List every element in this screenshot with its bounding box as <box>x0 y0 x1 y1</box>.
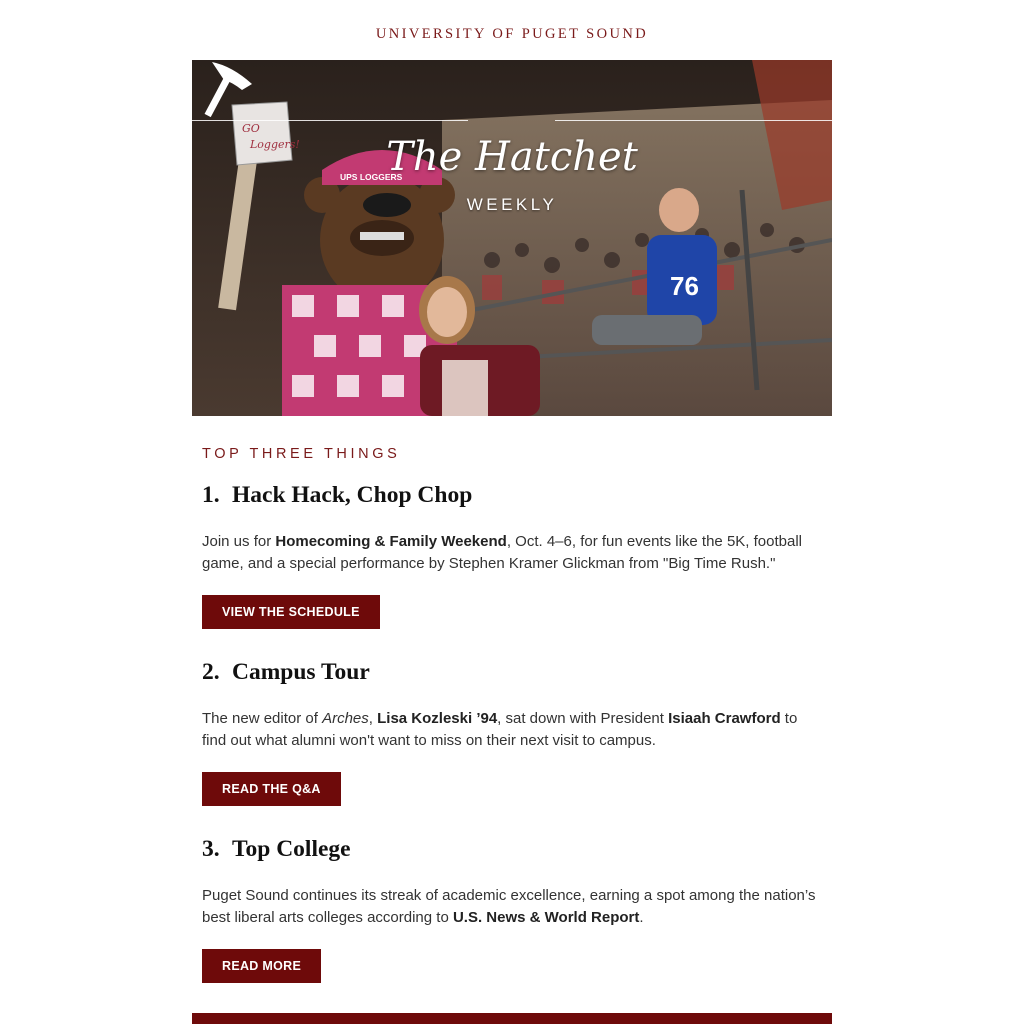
item-body <box>202 885 822 929</box>
body-bold: Isiaah Crawford <box>668 710 781 727</box>
body-text: Puget Sound continues its streak of academic excellence, earning a spot among the nation’s best liberal arts colleges according to <box>202 887 816 926</box>
item-title <box>202 836 822 863</box>
item-number: 3. <box>202 836 220 862</box>
read-qa-button[interactable]: READ THE Q&A <box>202 772 341 806</box>
body-text: , Oct. 4–6, for fun events like the 5K, football game, and a special performance by Stephen Kramer Glickman from "Big Time Rush." <box>202 533 802 572</box>
svg-text:76: 76 <box>670 271 699 301</box>
item-number: 2. <box>202 659 220 685</box>
sign-text: GO <box>242 122 260 135</box>
body-text: Join us for <box>202 533 276 550</box>
body-text: , sat down with President <box>497 710 669 727</box>
item-title <box>202 659 822 686</box>
item-body <box>202 708 822 752</box>
item-number: 1. <box>202 482 220 508</box>
item-1 <box>202 482 822 629</box>
svg-text:UPS LOGGERS: UPS LOGGERS <box>340 172 403 182</box>
body-bold: Homecoming & Family Weekend <box>275 533 507 550</box>
hero-banner <box>192 60 832 416</box>
item-heading: Campus Tour <box>232 659 370 685</box>
hero-rule-left <box>192 120 468 121</box>
item-heading: Hack Hack, Chop Chop <box>232 482 473 508</box>
footer-bar <box>192 1013 832 1024</box>
section-label: TOP THREE THINGS <box>202 446 401 462</box>
item-3 <box>202 836 822 983</box>
masthead: UNIVERSITY OF PUGET SOUND <box>375 26 649 42</box>
svg-text:Loggers!: Loggers! <box>250 138 300 151</box>
hatchet-icon <box>192 60 254 118</box>
body-text: , <box>368 710 378 727</box>
item-title <box>202 482 822 509</box>
body-bold: Lisa Kozleski ’94 <box>377 710 498 727</box>
item-2 <box>202 659 822 806</box>
item-heading: Top College <box>232 836 351 862</box>
newsletter-subtitle: WEEKLY <box>466 195 558 214</box>
newsletter-title: The Hatchet <box>386 134 638 180</box>
hero-overlay <box>192 60 832 416</box>
body-text: to find out what alumni won't want to miss on their next visit to campus. <box>202 710 798 749</box>
body-text: The new editor of <box>202 710 323 727</box>
body-text: . <box>639 909 644 926</box>
view-schedule-button[interactable]: VIEW THE SCHEDULE <box>202 595 380 629</box>
body-bold: U.S. News & World Report <box>452 909 640 926</box>
item-body <box>202 531 822 575</box>
read-more-button[interactable]: READ MORE <box>202 949 321 983</box>
hero-rule-right <box>555 120 832 121</box>
body-italic: Arches <box>322 710 369 727</box>
